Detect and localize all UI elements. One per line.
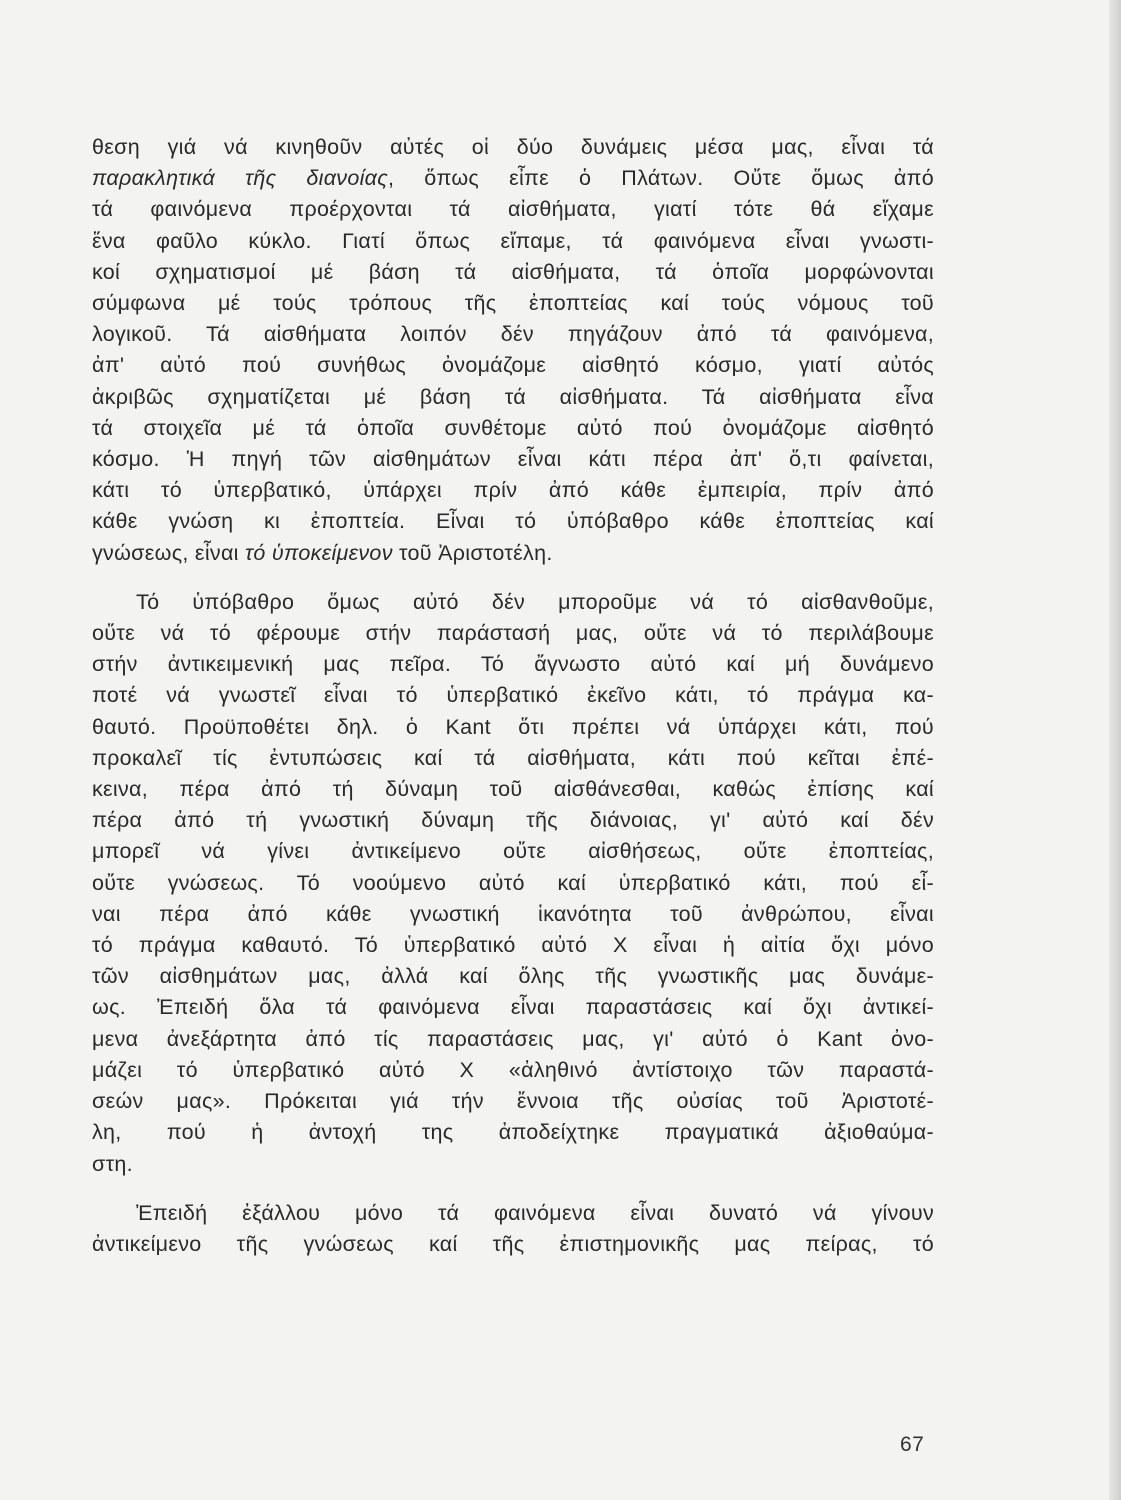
text-line: ἀντικείμενο τῆς γνώσεως καί τῆς ἐπιστημονικῆς μας πείρας, τό xyxy=(92,1231,934,1256)
text-line: Τό ὑπόβαθρο ὅμως αὐτό δέν μποροῦμε νά τό αἰσθανθοῦμε, xyxy=(136,589,934,614)
text-line: σεών μας». Πρόκειται γιά τήν ἔννοια τῆς οὐσίας τοῦ Ἀριστοτέ- xyxy=(92,1089,934,1114)
text-line: κόσμο. Ἡ πηγή τῶν αἰσθημάτων εἶναι κάτι πέρα ἀπ' ὅ,τι φαίνεται, xyxy=(92,447,934,472)
page-edge-shadow xyxy=(1109,0,1121,1500)
italic-phrase: τό ὑποκείμενον xyxy=(245,540,393,565)
text-line: ἕνα φαῦλο κύκλο. Γιατί ὅπως εἴπαμε, τά φαινόμενα εἶναι γνωστι- xyxy=(92,228,934,253)
text-line: μάζει τό ὑπερβατικό αὐτό Χ «ἀληθινό ἀντίστοιχο τῶν παραστά- xyxy=(92,1057,934,1082)
text-line: προκαλεῖ τίς ἐντυπώσεις καί τά αἰσθήματα, κάτι πού κεῖται ἐπέ- xyxy=(92,745,934,770)
text-line: τό πράγμα καθαυτό. Τό ὑπερβατικό αὐτό Χ εἶναι ἡ αἰτία ὄχι μόνο xyxy=(92,933,934,958)
text-line: μπορεῖ νά γίνει ἀντικείμενο οὔτε αἰσθήσεως, οὔτε ἐποπτείας, xyxy=(92,839,934,864)
italic-phrase: παρακλητικά τῆς διανοίας xyxy=(92,166,388,191)
text-line: τῶν αἰσθημάτων μας, ἀλλά καί ὅλης τῆς γνωστικῆς μας δυνάμε- xyxy=(92,964,934,989)
text-line: στήν ἀντικειμενική μας πεῖρα. Τό ἄγνωστο αὐτό καί μή δυνάμενο xyxy=(92,652,934,677)
text-line: τά φαινόμενα προέρχονται τά αἰσθήματα, γιατί τότε θά εἴχαμε xyxy=(92,197,934,222)
text-line: μενα ἀνεξάρτητα ἀπό τίς παραστάσεις μας, γι' αὐτό ὁ Kant ὀνο- xyxy=(92,1026,934,1051)
text-line: ἀπ' αὐτό πού συνήθως ὀνομάζομε αἰσθητό κόσμο, γιατί αὐτός xyxy=(92,353,934,378)
text-line: ως. Ἐπειδή ὅλα τά φαινόμενα εἶναι παραστάσεις καί ὄχι ἀντικεί- xyxy=(92,995,934,1020)
text-line xyxy=(92,538,934,569)
text-fragment: τοῦ Ἀριστοτέλη. xyxy=(392,540,553,565)
text-line: λογικοῦ. Τά αἰσθήματα λοιπόν δέν πηγάζουν ἀπό τά φαινόμενα, xyxy=(92,322,934,347)
text-fragment: γνώσεως, εἶναι xyxy=(92,540,246,565)
body-text xyxy=(92,132,934,1260)
text-line: τά στοιχεῖα μέ τά ὁποῖα συνθέτομε αὐτό πού ὀνομάζομε αἰσθητό xyxy=(92,415,934,440)
text-line: Ἐπειδή ἐξάλλου μόνο τά φαινόμενα εἶναι δυνατό νά γίνουν xyxy=(136,1200,934,1225)
text-line: πέρα ἀπό τή γνωστική δύναμη τῆς διάνοιας, γι' αὐτό καί δέν xyxy=(92,808,934,833)
text-line xyxy=(92,163,934,194)
text-line: ἀκριβῶς σχηματίζεται μέ βάση τά αἰσθήματα. Τά αἰσθήματα εἶνα xyxy=(92,384,934,409)
paragraph-3 xyxy=(92,1198,934,1260)
text-fragment: , ὅπως εἶπε ὁ Πλάτων. Οὔτε ὅμως ἀπό xyxy=(387,166,935,191)
text-line: σύμφωνα μέ τούς τρόπους τῆς ἐποπτείας καί τούς νόμους τοῦ xyxy=(92,291,934,316)
page-number: 67 xyxy=(900,1433,925,1456)
text-line: κάθε γνώση κι ἐποπτεία. Εἶναι τό ὑπόβαθρο κάθε ἐποπτείας καί xyxy=(92,509,934,534)
paragraph-2 xyxy=(92,587,934,1180)
text-line: οὔτε γνώσεως. Τό νοούμενο αὐτό καί ὑπερβατικό κάτι, πού εἶ- xyxy=(92,870,934,895)
text-line: θαυτό. Προϋποθέτει δηλ. ὁ Kant ὅτι πρέπει νά ὑπάρχει κάτι, πού xyxy=(92,714,934,739)
text-line: κεινα, πέρα ἀπό τή δύναμη τοῦ αἰσθάνεσθαι, καθώς ἐπίσης καί xyxy=(92,777,934,802)
text-line: οὔτε νά τό φέρουμε στήν παράστασή μας, οὔτε νά τό περιλάβουμε xyxy=(92,621,934,646)
text-line: θεση γιά νά κινηθοῦν αὐτές οἱ δύο δυνάμεις μέσα μας, εἶναι τά xyxy=(92,135,934,159)
text-line: ποτέ νά γνωστεῖ εἶναι τό ὑπερβατικό ἐκεῖνο κάτι, τό πράγμα κα- xyxy=(92,683,934,708)
text-line: κοί σχηματισμοί μέ βάση τά αἰσθήματα, τά ὁποῖα μορφώνονται xyxy=(92,259,934,284)
text-line: στη. xyxy=(92,1151,133,1176)
text-line: κάτι τό ὑπερβατικό, ὑπάρχει πρίν ἀπό κάθε ἐμπειρία, πρίν ἀπό xyxy=(92,478,934,503)
text-line: λη, πού ἡ ἀντοχή της ἀποδείχτηκε πραγματικά ἀξιοθαύμα- xyxy=(92,1120,934,1145)
paragraph-1 xyxy=(92,132,934,569)
text-line: ναι πέρα ἀπό κάθε γνωστική ἱκανότητα τοῦ ἀνθρώπου, εἶναι xyxy=(92,901,934,926)
